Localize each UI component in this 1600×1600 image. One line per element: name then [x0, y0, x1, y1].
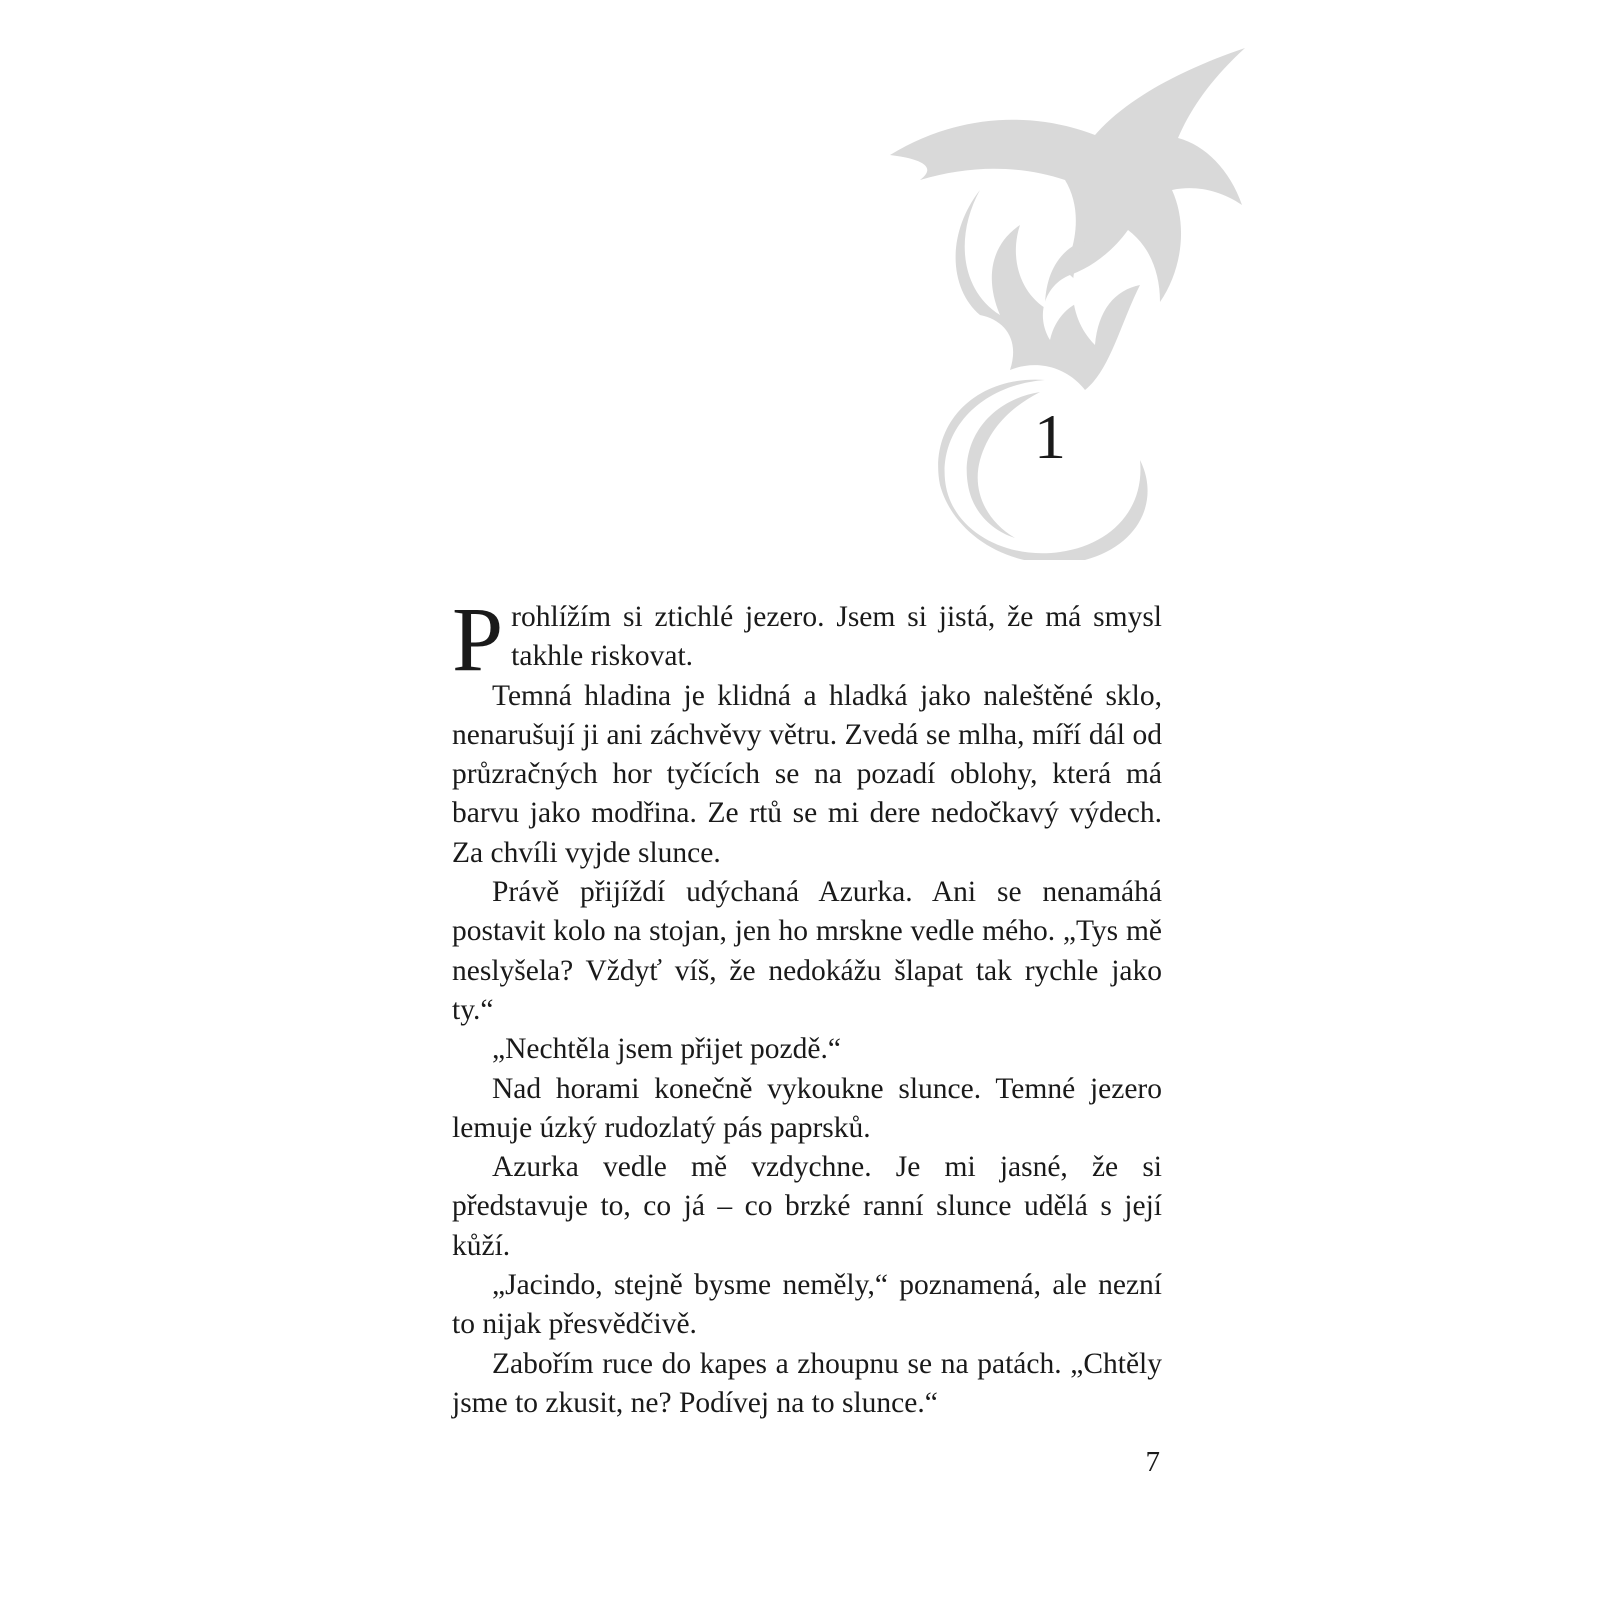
- chapter-text: [452, 588, 1162, 1423]
- dragon-ornament-icon: [860, 40, 1280, 560]
- paragraph-5: Nad horami konečně vykoukne slunce. Temné jezero lemuje úzký rudozlatý pás paprsků.: [452, 1072, 1162, 1144]
- paragraph-3: Právě přijíždí udýchaná Azurka. Ani se nenamáhá postavit kolo na stojan, jen ho mrskne vedle mého. „Tys mě neslyšela? Vždyť víš, že nedokážu šlapat tak rychle jako ty.“: [452, 876, 1162, 1026]
- chapter-number: 1: [1034, 401, 1066, 472]
- paragraph-8: Zabořím ruce do kapes a zhoupnu se na patách. „Chtěly jsme to zkusit, ne? Podívej na to slunce.“: [452, 1347, 1162, 1419]
- paragraph-4: „Nechtěla jsem přijet pozdě.“: [492, 1033, 841, 1066]
- paragraph-6: Azurka vedle mě vzdychne. Je mi jasné, že si představuje to, co já – co brzké ranní slunce udělá s její kůží.: [452, 1151, 1162, 1262]
- drop-cap: P: [452, 588, 504, 690]
- page-number: 7: [1145, 1446, 1160, 1478]
- paragraph-7: „Jacindo, stejně bysme neměly,“ poznamená, ale nezní to nijak přesvědčivě.: [452, 1269, 1162, 1341]
- paragraph-1: [452, 588, 1162, 690]
- paragraph-2: Temná hladina je klidná a hladká jako naleštěné sklo, nenarušují ji ani záchvěvy větru. Zvedá se mlha, míří dál od průzračných hor tyčících se na pozadí oblohy, která má barvu jako modřina. Ze rtů se mi dere nedočkavý výdech. Za chvíli vyjde slunce.: [452, 679, 1162, 869]
- paragraph-1-text: rohlížím si ztichlé jezero. Jsem si jistá, že má smysl takhle riskovat.: [511, 601, 1162, 673]
